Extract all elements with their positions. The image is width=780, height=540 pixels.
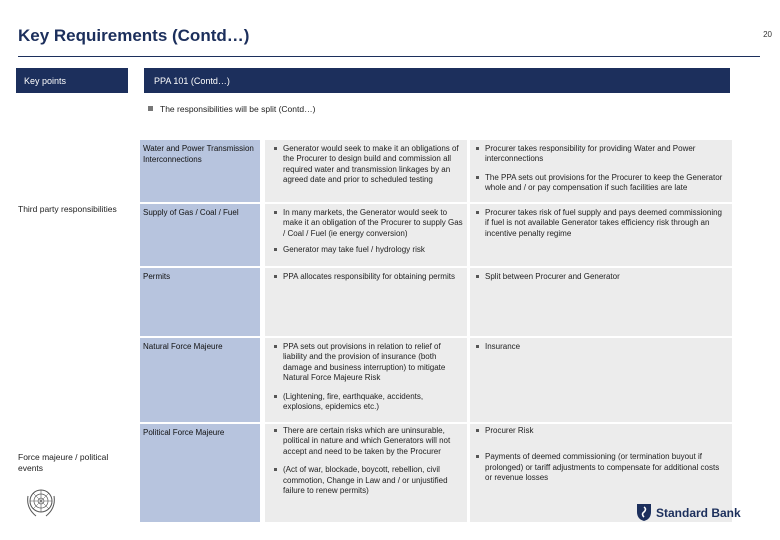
row-natural-fm-allocation [474,342,728,352]
list-item: PPA allocates responsibility for obtaining permits [272,272,464,282]
list-item: PPA sets out provisions in relation to relief of liability and the provision of insurance (both damage and business interruption) to mitigate Natural Force Majeure Risk [272,342,464,384]
row-divider [140,422,732,424]
row-divider [140,202,732,204]
list-item: The PPA sets out provisions for the Procurer to keep the Generator whole and / or pay compensation if such facilities are late [474,173,728,194]
row-label-water-power: Water and Power Transmission Interconnections [140,140,260,202]
row-natural-fm-obligations [272,342,464,412]
row-fuel-supply-obligations [272,208,464,256]
list-item: Procurer Risk [474,426,728,436]
list-item: Generator may take fuel / hydrology risk [272,245,464,255]
row-label-permits: Permits [140,268,260,336]
row-political-fm-obligations [272,426,464,496]
row-permits-obligations [272,272,464,282]
list-item: Payments of deemed commissioning (or termination buyout if prolonged) or tariff adjustments to compensate for additional costs or revenue losses [474,452,728,483]
row-divider [140,266,732,268]
intro-line [148,104,315,114]
list-item: Generator would seek to make it an obligations of the Procurer to design build and commission all required water and transmission linkages by an agreed date and prior to scheduled testing [272,144,464,186]
section-force-majeure: Force majeure / political events [18,452,109,473]
list-item: Procurer takes responsibility for providing Water and Power interconnections [474,144,728,165]
row-fuel-supply-allocation [474,208,728,239]
row-permits-allocation [474,272,728,282]
section-third-party: Third party responsibilities [18,204,117,214]
un-emblem-icon [24,486,58,520]
row-water-power-allocation [474,144,728,194]
ppa-101-bar: PPA 101 (Contd…) [144,68,730,93]
list-item: (Lightening, fire, earthquake, accidents, explosions, epidemics etc.) [272,392,464,413]
standard-bank-logo: Standard Bank [656,506,741,520]
list-item: Split between Procurer and Generator [474,272,728,282]
list-item: Procurer takes risk of fuel supply and pays deemed commissioning if fuel is not available Generator takes efficiency risk through an incentive penalty regime [474,208,728,239]
row-label-political-fm: Political Force Majeure [140,424,260,522]
title-divider [18,56,760,57]
page-number: 20 [763,30,772,39]
row-political-fm-allocation [474,426,728,484]
list-item: In many markets, the Generator would seek to make it an obligation of the Procurer to supply Gas / Coal / Fuel (ie energy conversion) [272,208,464,239]
row-label-fuel-supply: Supply of Gas / Coal / Fuel [140,204,260,266]
row-water-power-obligations [272,144,464,186]
list-item: Insurance [474,342,728,352]
square-bullet-icon [148,106,153,111]
list-item: There are certain risks which are uninsurable, political in nature and which Generators will not accept and need to be taken by the Procurer [272,426,464,457]
intro-text: The responsibilities will be split (Contd…) [160,104,316,114]
list-item: (Act of war, blockade, boycott, rebellion, civil commotion, Change in Law and / or unjustified failure to renew permits) [272,465,464,496]
page-title: Key Requirements (Contd…) [18,26,250,45]
key-points-bar: Key points [16,68,128,93]
standard-bank-shield-icon [636,503,652,522]
row-divider [140,336,732,338]
row-label-natural-fm: Natural Force Majeure [140,338,260,422]
